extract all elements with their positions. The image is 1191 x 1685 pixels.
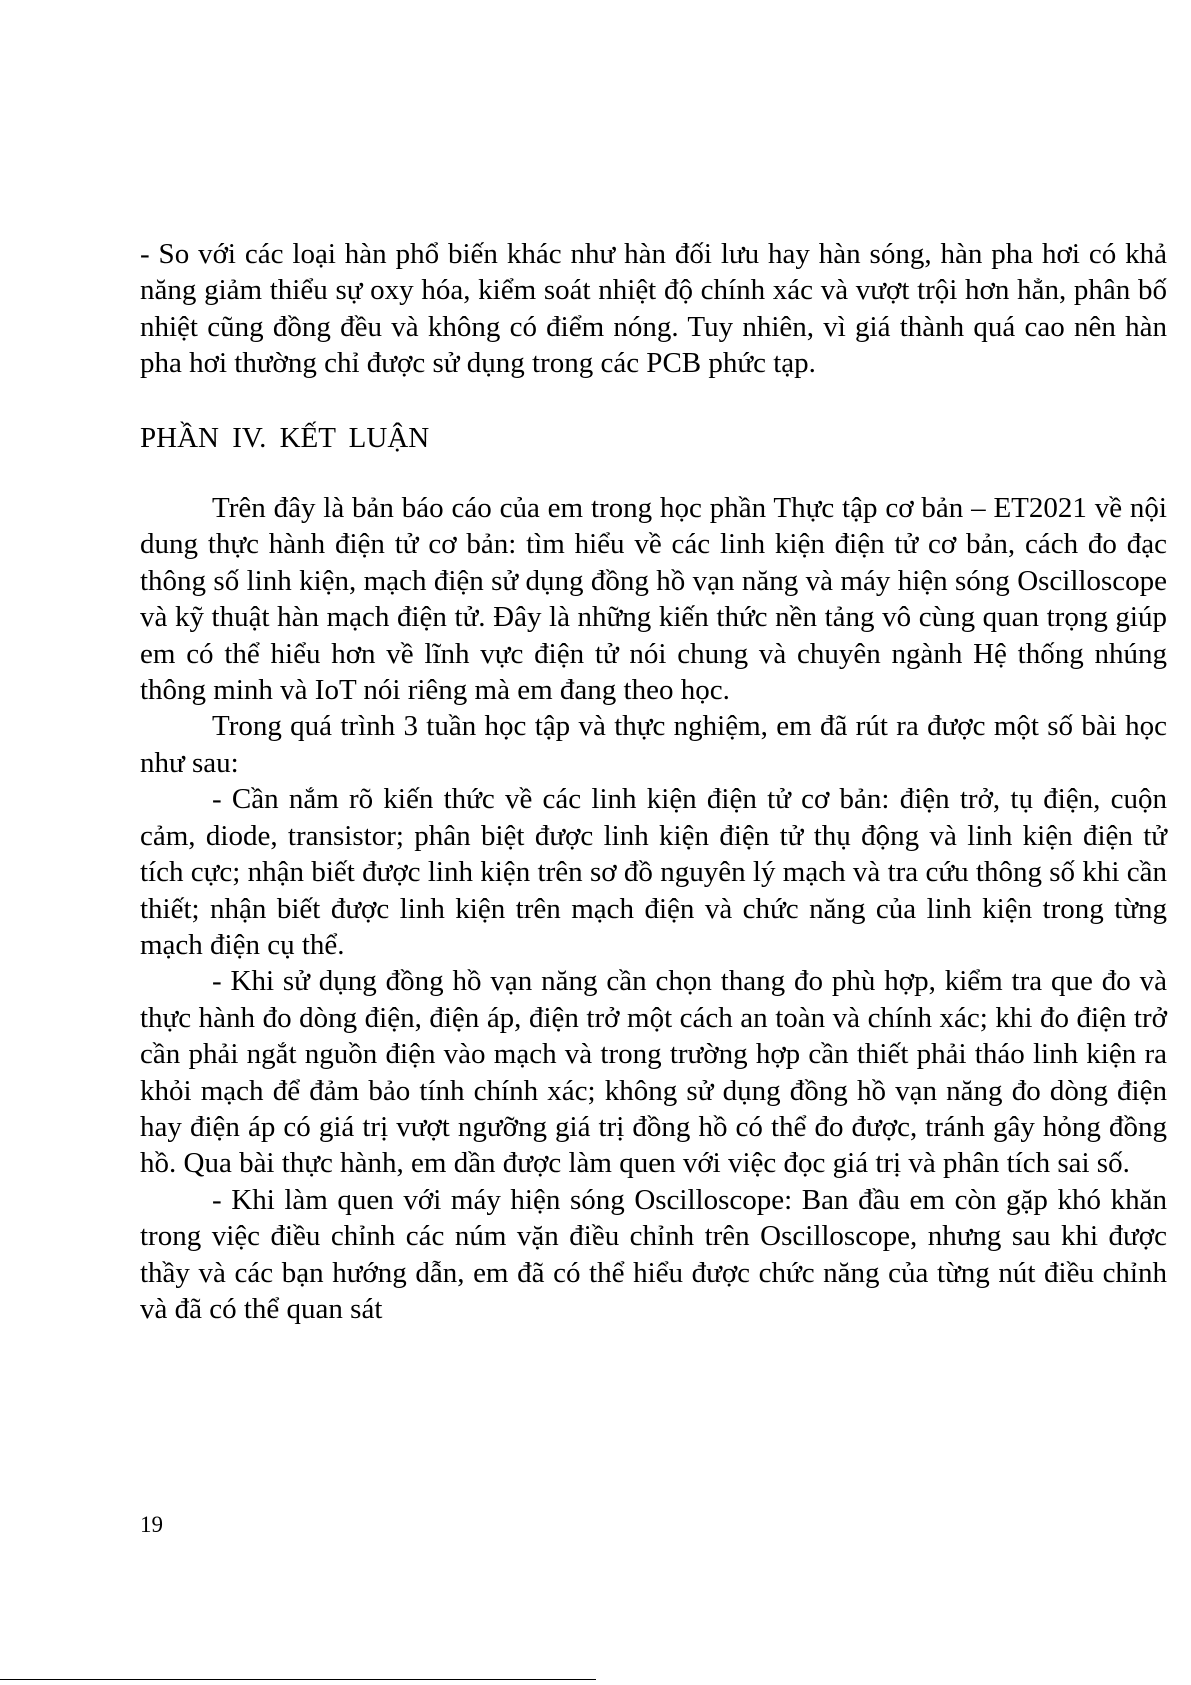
lesson-components: - Cần nắm rõ kiến thức về các linh kiện điện tử cơ bản: điện trở, tụ điện, cuộn cảm, diode, transistor; phân biệt được linh kiện điện tử thụ động và linh kiện điện tử tích cực; nhận biết được linh kiện trên sơ đồ nguyên lý mạch và tra cứu thông số khi cần thiết; nhận biết được linh kiện trên mạch điện và chức năng của linh kiện trong từng mạch điện cụ thể. (140, 783, 1167, 961)
page-body (140, 236, 1167, 1327)
conclusion-paragraph-2: Trong quá trình 3 tuần học tập và thực nghiệm, em đã rút ra được một số bài học như sau: (140, 710, 1167, 779)
lesson-oscilloscope: - Khi làm quen với máy hiện sóng Oscilloscope: Ban đầu em còn gặp khó khăn trong việc điều chỉnh các núm vặn điều chỉnh trên Oscilloscope, nhưng sau khi được thầy và các bạn hướng dẫn, em đã có thể hiểu được chức năng của từng nút điều chỉnh và đã có thể quan sát (140, 1183, 1167, 1325)
footer-divider (0, 1679, 596, 1680)
page-number: 19 (140, 1512, 163, 1537)
lesson-multimeter: - Khi sử dụng đồng hồ vạn năng cần chọn thang đo phù hợp, kiểm tra que đo và thực hành đo dòng điện, điện áp, điện trở một cách an toàn và chính xác; khi đo điện trở cần phải ngắt nguồn điện vào mạch và trong trường hợp cần thiết phải tháo linh kiện ra khỏi mạch để đảm bảo tính chính xác; không sử dụng đồng hồ vạn năng đo dòng điện hay điện áp có giá trị vượt ngưỡng giá trị đồng hồ có thể đo được, tránh gây hỏng đồng hồ. Qua bài thực hành, em dần được làm quen với việc đọc giá trị và phân tích sai số. (140, 965, 1167, 1180)
conclusion-paragraph-1: Trên đây là bản báo cáo của em trong học phần Thực tập cơ bản – ET2021 về nội dung thực hành điện tử cơ bản: tìm hiểu về các linh kiện điện tử cơ bản, cách đo đạc thông số linh kiện, mạch điện sử dụng đồng hồ vạn năng và máy hiện sóng Oscilloscope và kỹ thuật hàn mạch điện tử. Đây là những kiến thức nền tảng vô cùng quan trọng giúp em có thể hiểu hơn về lĩnh vực điện tử nói chung và chuyên ngành Hệ thống nhúng thông minh và IoT nói riêng mà em đang theo học. (140, 492, 1167, 707)
section-heading: PHẦN IV. KẾT LUẬN (140, 421, 430, 454)
intro-paragraph: - So với các loại hàn phổ biến khác như hàn đối lưu hay hàn sóng, hàn pha hơi có khả năng giảm thiểu sự oxy hóa, kiểm soát nhiệt độ chính xác và vượt trội hơn hẳn, phân bố nhiệt cũng đồng đều và không có điểm nóng. Tuy nhiên, vì giá thành quá cao nên hàn pha hơi thường chỉ được sử dụng trong các PCB phức tạp. (140, 238, 1167, 380)
